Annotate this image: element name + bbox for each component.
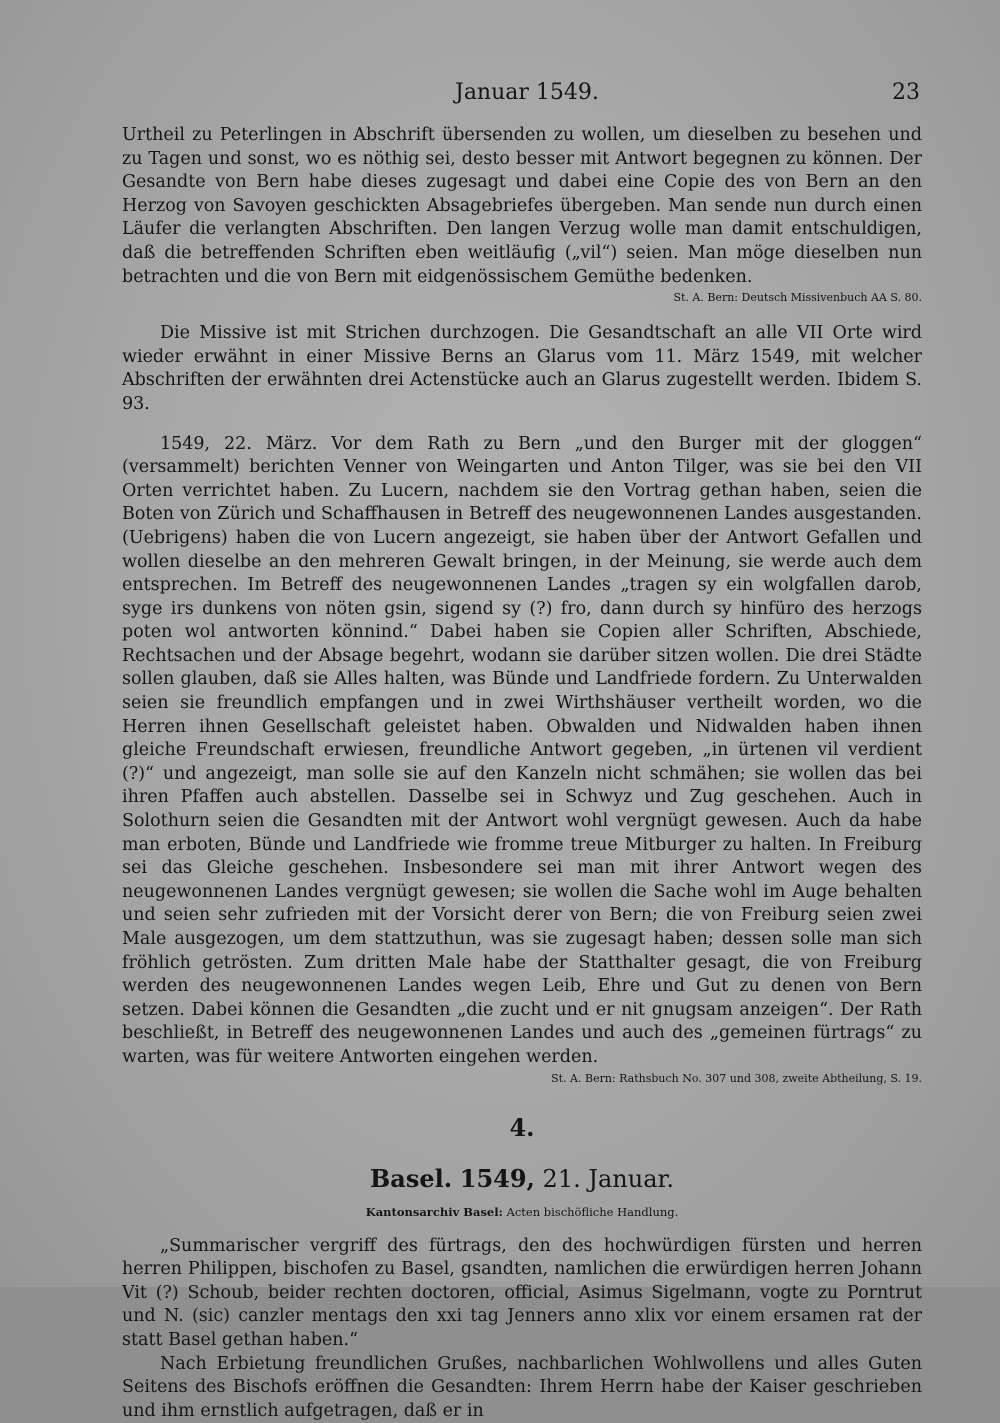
- paragraph-gap: [122, 417, 922, 433]
- paragraph-summary-quote: „Summarischer vergriff des fürtrags, den des hochwürdigen fürsten und herren herren Philippen, bischofen zu Basel, gsandten, namlichen die erwürdigen herren Johann Vit (?) Schoub, beider rechten doctoren, official, Asimus Sigelmann, vogte zu Porntrut und N. (sic) canzler mentags den xxi tag Jenners anno xlix vor einem ersamen rat der statt Basel gethan haben.“: [122, 1235, 922, 1350]
- archive-name: Kantonsarchiv Basel:: [365, 1204, 503, 1219]
- heading-year: 1549,: [459, 1163, 535, 1193]
- heading-place: Basel.: [370, 1163, 453, 1193]
- page-number: 23: [892, 80, 920, 105]
- paragraph-bishop-envoys: Nach Erbietung freundlichen Grußes, nachbarlichen Wohlwollens und alles Guten Seitens des Bischofs eröffnen die Gesandten: Ihrem Herrn habe der Kaiser geschrieben und ihm ernstlich aufgetragen, daß er in: [122, 1353, 922, 1421]
- archive-reference: [122, 1205, 922, 1219]
- paragraph-text: Urtheil zu Peterlingen in Abschrift übersenden zu wollen, um dieselben zu besehen und zu Tagen und sonst, wo es nöthig sei, desto besser mit Antwort begegnen zu können. Der Gesandte von Bern habe dieses zugesagt und dabei eine Copie des von Bern an den Herzog von Savoyen geschickten Absagebriefes übergeben. Man sende nun durch einen Läufer die verlangten Abschriften. Den langen Verzug wolle man damit entschuldigen, daß die betreffenden Schriften eben weitläufig („vil“) seien. Man möge dieselben nun betrachten und die von Bern mit eidgenössischem Gemüthe bedenken.: [122, 125, 922, 287]
- page-body: [122, 124, 922, 1423]
- paragraph-text: 1549, 22. März. Vor dem Rath zu Bern „und den Burger mit der gloggen“ (versammelt) berichten Venner von Weingarten und Anton Tilger, was sie bei den VII Orten verrichtet haben. Zu Lucern, nachdem sie den Vortrag gethan haben, seien die Boten von Zürich und Schaffhausen in Betreff des neugewonnenen Landes ausgestanden. (Uebrigens) haben die von Lucern angezeigt, sie haben über der Antwort Gefallen und wollen dieselbe an den mehreren Gewalt bringen, in der Meinung, sie werde auch dem entsprechen. Im Betreff des neugewonnenen Landes „tragen sy ein wolgfallen darob, syge irs dunkens von nöten gsin, sigend sy (?) fro, dann durch sy hinfüro des herzogs poten wol antworten könnind.“ Dabei haben sie Copien aller Schriften, Abschiede, Rechtsachen und der Absage begehrt, wodann sie darüber sitzen wollen. Die drei Städte sollen glauben, daß sie Alles halten, was Bünde und Landfriede fordern. Zu Unterwalden seien sie freundlich empfangen und in zwei Wirthshäuser vertheilt worden, wo die Herren ihnen Gesellschaft geleistet haben. Obwalden und Nidwalden haben ihnen gleiche Freundschaft erwiesen, freundliche Antwort gegeben, „in ürtenen vil verdient (?)“ und angezeigt, man solle sie auf den Kanzeln nicht schmähen; sie wollen das bei ihren Pfaffen auch abstellen. Dasselbe sei in Schwyz und Zug geschehen. Auch in Solothurn seien die Gesandten mit der Antwort wohl vergnügt gewesen. Auch da habe man erboten, Bünde und Landfriede wie fromme treue Mitburger zu halten. In Freiburg sei das Gleiche geschehen. Insbesondere sei man mit ihrer Antwort wegen des neugewonnenen Landes vergnügt gewesen; sie wollen die Sache wohl im Auge behalten und seien sehr zufrieden mit der Vorsicht derer von Bern; die von Freiburg seien zwei Male ausgezogen, um dem stattzuthun, was sie zugesagt haben; dessen solle man sich fröhlich getrösten. Zum dritten Male habe der Statthalter gesagt, die von Freiburg werden des neugewonnenen Landes wegen Leib, Ehre und Gut zu denen von Bern setzen. Dabei können die Gesandten „die zucht und er nit gnugsam anzeigen“. Der Rath beschließt, in Betreff des neugewonnenen Landes und auch des „gemeinen fürtrags“ zu warten, was für weitere Antworten eingehen werden.: [122, 433, 922, 1067]
- source-citation: St. A. Bern: Deutsch Missivenbuch AA S. 80.: [673, 291, 922, 305]
- paragraph-council-report: [122, 433, 922, 1087]
- section-heading: [122, 1164, 922, 1193]
- page-header: [0, 80, 1000, 110]
- paragraph-gap: [122, 306, 922, 322]
- heading-date: 21. Januar.: [542, 1164, 674, 1193]
- running-head: Januar 1549.: [455, 80, 599, 105]
- paragraph-missive-note: Die Missive ist mit Strichen durchzogen. Die Gesandtschaft an alle VII Orte wird wieder erwähnt in einer Missive Berns an Glarus vom 11. März 1549, mit welcher Abschriften der erwähnten drei Actenstücke auch an Glarus zugestellt werden. Ibidem S. 93.: [122, 323, 922, 414]
- paragraph-berne-letter: [122, 124, 922, 306]
- archive-detail: Acten bischöfliche Handlung.: [506, 1204, 679, 1219]
- section-number: 4.: [509, 1112, 535, 1142]
- source-citation: St. A. Bern: Rathsbuch No. 307 und 308, zweite Abtheilung, S. 19.: [551, 1071, 922, 1085]
